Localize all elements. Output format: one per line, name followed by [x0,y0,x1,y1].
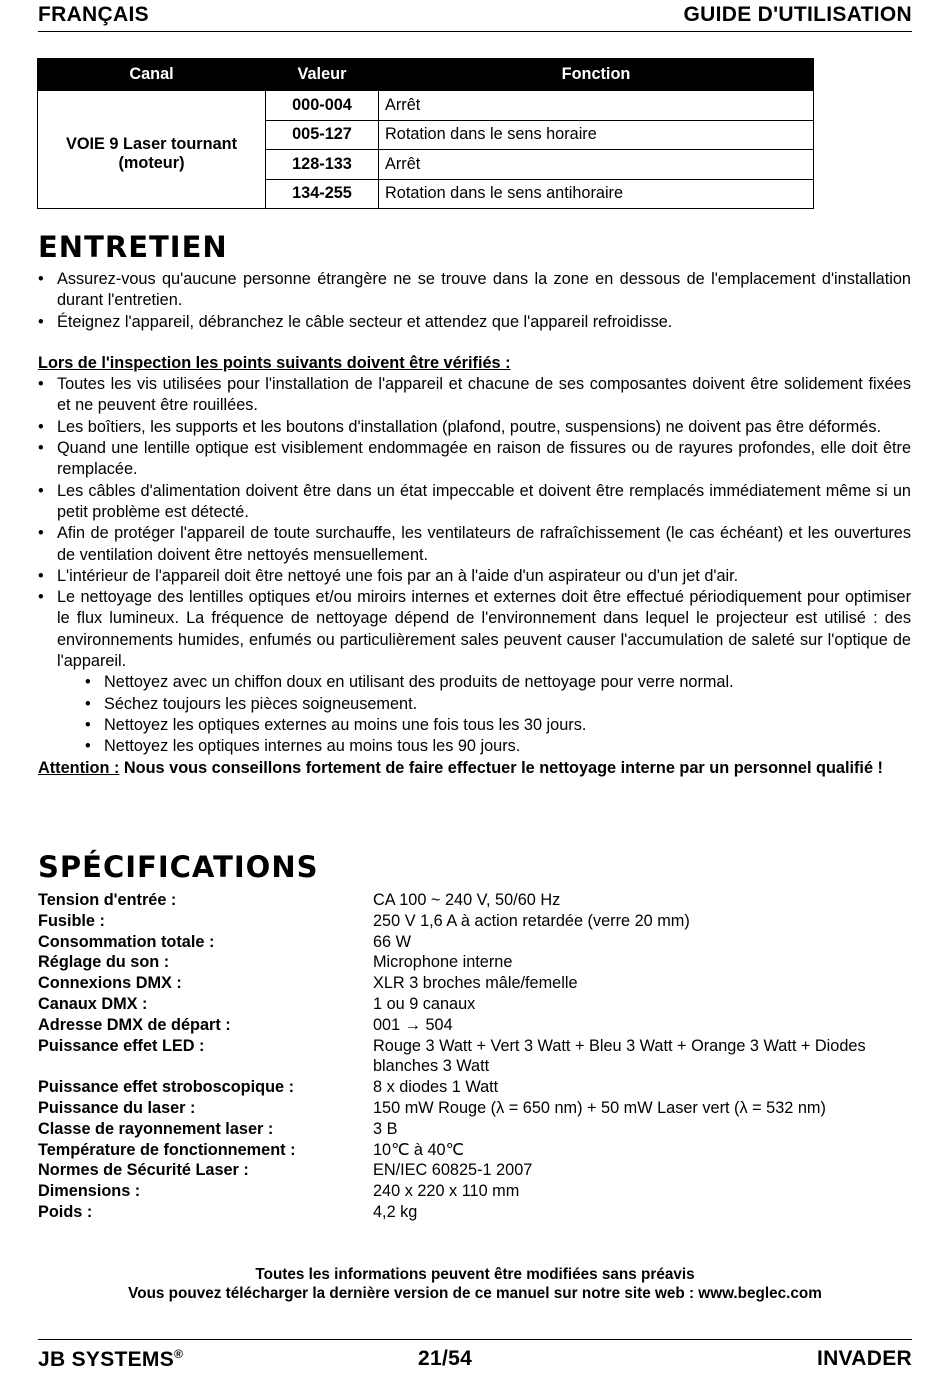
notice-line-2: Vous pouvez télécharger la dernière version de ce manuel sur notre site web : www.beglec.com [128,1285,822,1302]
inspection-list [38,374,911,672]
spec-value: 150 mW Rouge (λ = 650 nm) + 50 mW Laser vert (λ = 532 nm) [373,1098,826,1117]
list-item: • Afin de protéger l'appareil de toute surchauffe, les ventilateurs de rafraîchissement (le cas échéant) et les ouvertures de ventilation doivent être nettoyés mensuellement. [38,523,911,566]
spec-value: CA 100 ~ 240 V, 50/60 Hz [373,891,561,909]
spec-value: 250 V 1,6 A à action retardée (verre 20 mm) [373,911,690,930]
spec-value: 3 B [373,1119,398,1138]
registered-mark: ® [174,1347,184,1361]
spec-row [38,1098,893,1119]
footer-brand [38,1347,183,1372]
attention-note [38,758,911,779]
specifications-heading: SPÉCIFICATIONS [38,850,319,884]
entretien-section [38,269,911,779]
spec-label: Consommation totale : [38,932,215,951]
list-item: • Toutes les vis utilisées pour l'installation de l'appareil et chacune de ses composantes doivent être solidement fixées et ne peuvent être rouillées. [38,374,911,417]
column-header-valeur: Valeur [266,59,379,91]
spec-label: Tension d'entrée : [38,891,177,909]
column-header-fonction: Fonction [379,59,814,91]
header-language: FRANÇAIS [38,3,149,26]
spec-value: 1 ou 9 canaux [373,994,476,1013]
spec-row [38,1160,893,1181]
function-cell: Arrêt [379,91,814,121]
spec-row [38,1181,893,1202]
channel-table [37,58,814,209]
spec-row [38,973,893,994]
header-guide-title: GUIDE D'UTILISATION [683,3,912,26]
channel-name-line1: VOIE 9 Laser tournant [66,134,237,153]
list-item: • Les boîtiers, les supports et les boutons d'installation (plafond, poutre, suspensions) ne doivent pas être déformés. [38,417,911,438]
spec-label: Puissance effet stroboscopique : [38,1078,295,1097]
spec-value: 001 → 504 [373,1015,453,1034]
function-cell: Rotation dans le sens horaire [379,120,814,150]
spec-value: 4,2 kg [373,1202,418,1221]
value-cell: 134-255 [266,179,379,209]
value-cell: 128-133 [266,150,379,180]
channel-name-cell [38,91,266,209]
spec-row [38,1119,893,1140]
attention-text: Nous vous conseillons fortement de faire effectuer le nettoyage interne par un personnel qualifié ! [119,758,883,777]
entretien-list [38,269,911,333]
spec-row [38,994,893,1015]
spec-label: Poids : [38,1202,93,1221]
spec-row [38,1202,893,1223]
list-item: • Éteignez l'appareil, débranchez le câble secteur et attendez que l'appareil refroidisse. [38,312,911,333]
spec-label: Normes de Sécurité Laser : [38,1161,249,1180]
list-item: • L'intérieur de l'appareil doit être nettoyé une fois par an à l'aide d'un aspirateur ou d'un jet d'air. [38,566,911,587]
inspection-heading: Lors de l'inspection les points suivants doivent être vérifiés : [38,353,511,372]
spec-row [38,932,893,953]
specifications-list [38,890,893,1223]
spec-label: Connexions DMX : [38,974,182,993]
page-footer [38,1339,912,1372]
list-item: • Nettoyez les optiques externes au moins une fois tous les 30 jours. [85,715,911,736]
spec-value: Rouge 3 Watt + Vert 3 Watt + Bleu 3 Watt + Orange 3 Watt + Diodes blanches 3 Watt [373,1036,866,1076]
value-cell: 000-004 [266,91,379,121]
list-item: • Assurez-vous qu'aucune personne étrangère ne se trouve dans la zone en dessous de l'emplacement d'installation durant l'entretien. [38,269,911,312]
column-header-canal: Canal [38,59,266,91]
list-item: • Séchez toujours les pièces soigneusement. [85,694,911,715]
value-cell: 005-127 [266,120,379,150]
spec-row [38,911,893,932]
spec-label: Fusible : [38,911,105,930]
notice-line-1: Toutes les informations peuvent être modifiées sans préavis [255,1266,695,1283]
spec-value: XLR 3 broches mâle/femelle [373,974,578,993]
spec-label: Dimensions : [38,1182,141,1201]
channel-name-line2: (moteur) [118,153,185,172]
spec-value: EN/IEC 60825-1 2007 [373,1161,533,1180]
list-item: • Le nettoyage des lentilles optiques et/ou miroirs internes et externes doit être effectué périodiquement pour optimiser le flux lumineux. La fréquence de nettoyage dépend de l'environnement dans lequel le projecteur est utilisé : des environnements humides, enfumés ou particulièrement sales peuvent causer l'accumulation de saleté sur l'optique de l'appareil. [38,587,911,672]
spec-row [38,890,893,911]
page-header [38,0,912,32]
spec-value: 8 x diodes 1 Watt [373,1078,499,1097]
function-cell: Arrêt [379,150,814,180]
spec-value: 66 W [373,932,412,951]
table-row [38,91,814,121]
spec-row [38,1140,893,1161]
page-number: 21/54 [418,1347,473,1370]
list-item: • Les câbles d'alimentation doivent être dans un état impeccable et doivent être remplacés immédiatement même si un petit problème est détecté. [38,481,911,524]
attention-label: Attention : [38,758,120,777]
spec-label: Canaux DMX : [38,994,148,1013]
spec-row [38,1077,893,1098]
list-item: • Quand une lentille optique est visiblement endommagée en raison de fissures ou de rayures profondes, elle doit être remplacée. [38,438,911,481]
spec-label: Réglage du son : [38,953,170,972]
spec-value: 240 x 220 x 110 mm [373,1182,520,1201]
list-item: • Nettoyez les optiques internes au moins tous les 90 jours. [85,736,911,757]
spec-label: Adresse DMX de départ : [38,1015,231,1034]
brand-name: JB SYSTEMS [38,1348,175,1371]
spec-value: Microphone interne [373,953,513,972]
function-cell: Rotation dans le sens antihoraire [379,179,814,209]
cleaning-sublist [85,672,911,757]
spec-row [38,1036,893,1078]
spec-row [38,1015,893,1036]
spec-label: Classe de rayonnement laser : [38,1119,274,1138]
footer-product: INVADER [816,1347,912,1370]
channel-table-header [38,59,814,91]
spec-value: 10℃ à 40℃ [373,1140,464,1159]
entretien-heading: ENTRETIEN [38,230,228,264]
spec-label: Puissance du laser : [38,1098,196,1117]
list-item: • Nettoyez avec un chiffon doux en utilisant des produits de nettoyage pour verre normal. [85,672,911,693]
spec-label: Puissance effet LED : [38,1036,205,1055]
spec-row [38,952,893,973]
spec-label: Température de fonctionnement : [38,1140,296,1159]
